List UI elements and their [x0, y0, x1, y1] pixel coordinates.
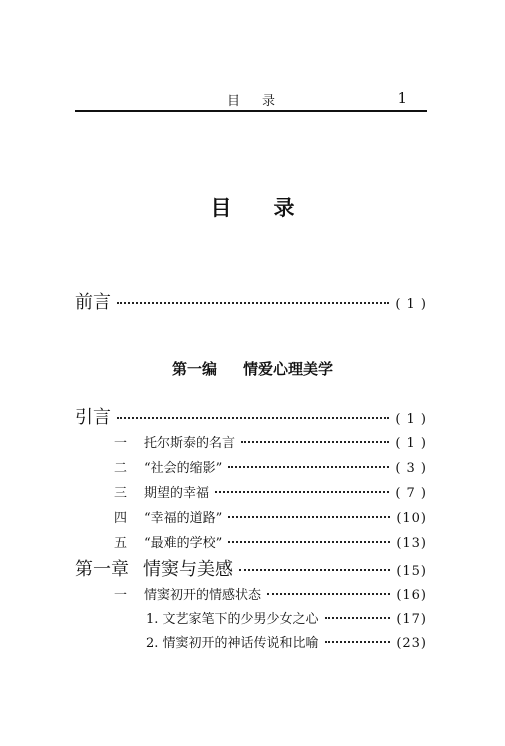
toc-entry[interactable] — [114, 532, 427, 551]
toc-number: 三 — [114, 486, 128, 501]
toc-label: 前言 — [75, 292, 111, 313]
part-number: 第一编 — [171, 360, 217, 378]
toc-label: 期望的幸福 — [144, 486, 210, 501]
dot-leader — [325, 617, 391, 619]
toc-page: ( 3 ) — [395, 461, 427, 476]
toc-page: (17) — [396, 612, 427, 627]
toc-number: 一 — [114, 588, 128, 603]
toc-page: ( 1 ) — [395, 436, 427, 451]
dot-leader — [215, 491, 389, 493]
toc-entry-chapter-1[interactable] — [75, 555, 427, 581]
toc-entry[interactable] — [114, 584, 427, 603]
toc-label: “幸福的道路” — [144, 511, 223, 526]
toc-label: 托尔斯泰的名言 — [144, 436, 236, 451]
toc-entry[interactable] — [114, 482, 427, 501]
toc-label: “最难的学校” — [144, 536, 223, 551]
toc-page: ( 1 ) — [395, 412, 427, 427]
toc-number: 一 — [114, 436, 128, 451]
dot-leader — [117, 302, 389, 304]
dot-leader — [241, 441, 389, 443]
dot-leader — [117, 417, 389, 419]
dot-leader — [325, 641, 391, 643]
running-header — [75, 88, 427, 112]
toc-number: 二 — [114, 461, 128, 476]
toc-page: (15) — [396, 564, 427, 579]
part-heading — [0, 358, 505, 379]
toc-page: (23) — [396, 636, 427, 651]
toc-label: 情窦与美感 — [143, 559, 233, 580]
toc-label: 引言 — [75, 407, 111, 428]
dot-leader — [228, 466, 389, 468]
header-page-number: 1 — [397, 89, 407, 107]
toc-label: 1. 文艺家笔下的少男少女之心 — [146, 612, 319, 627]
toc-entry[interactable] — [146, 632, 427, 651]
toc-page: ( 1 ) — [395, 297, 427, 312]
toc-label: 2. 情窦初开的神话传说和比喻 — [146, 636, 319, 651]
toc-entry-intro[interactable] — [75, 403, 427, 429]
header-title: 目录 — [226, 94, 297, 109]
dot-leader — [228, 516, 390, 518]
toc-entry[interactable] — [114, 457, 427, 476]
toc-page: (10) — [396, 511, 427, 526]
toc-entry[interactable] — [114, 432, 427, 451]
page-title: 目录 — [210, 195, 337, 220]
toc-page: (16) — [396, 588, 427, 603]
toc-entry[interactable] — [146, 608, 427, 627]
toc-number: 四 — [114, 511, 128, 526]
toc-label: “社会的缩影” — [144, 461, 223, 476]
toc-label: 情窦初开的情感状态 — [144, 588, 262, 603]
toc-page: (13) — [396, 536, 427, 551]
toc-page: ( 7 ) — [395, 486, 427, 501]
toc-number: 五 — [114, 536, 128, 551]
chapter-number: 第一章 — [75, 559, 129, 580]
toc-entry[interactable] — [114, 507, 427, 526]
part-subtitle: 情爱心理美学 — [243, 360, 334, 378]
dot-leader — [228, 541, 390, 543]
toc-entry-preface[interactable] — [75, 288, 427, 314]
dot-leader — [239, 569, 390, 571]
dot-leader — [267, 593, 390, 595]
